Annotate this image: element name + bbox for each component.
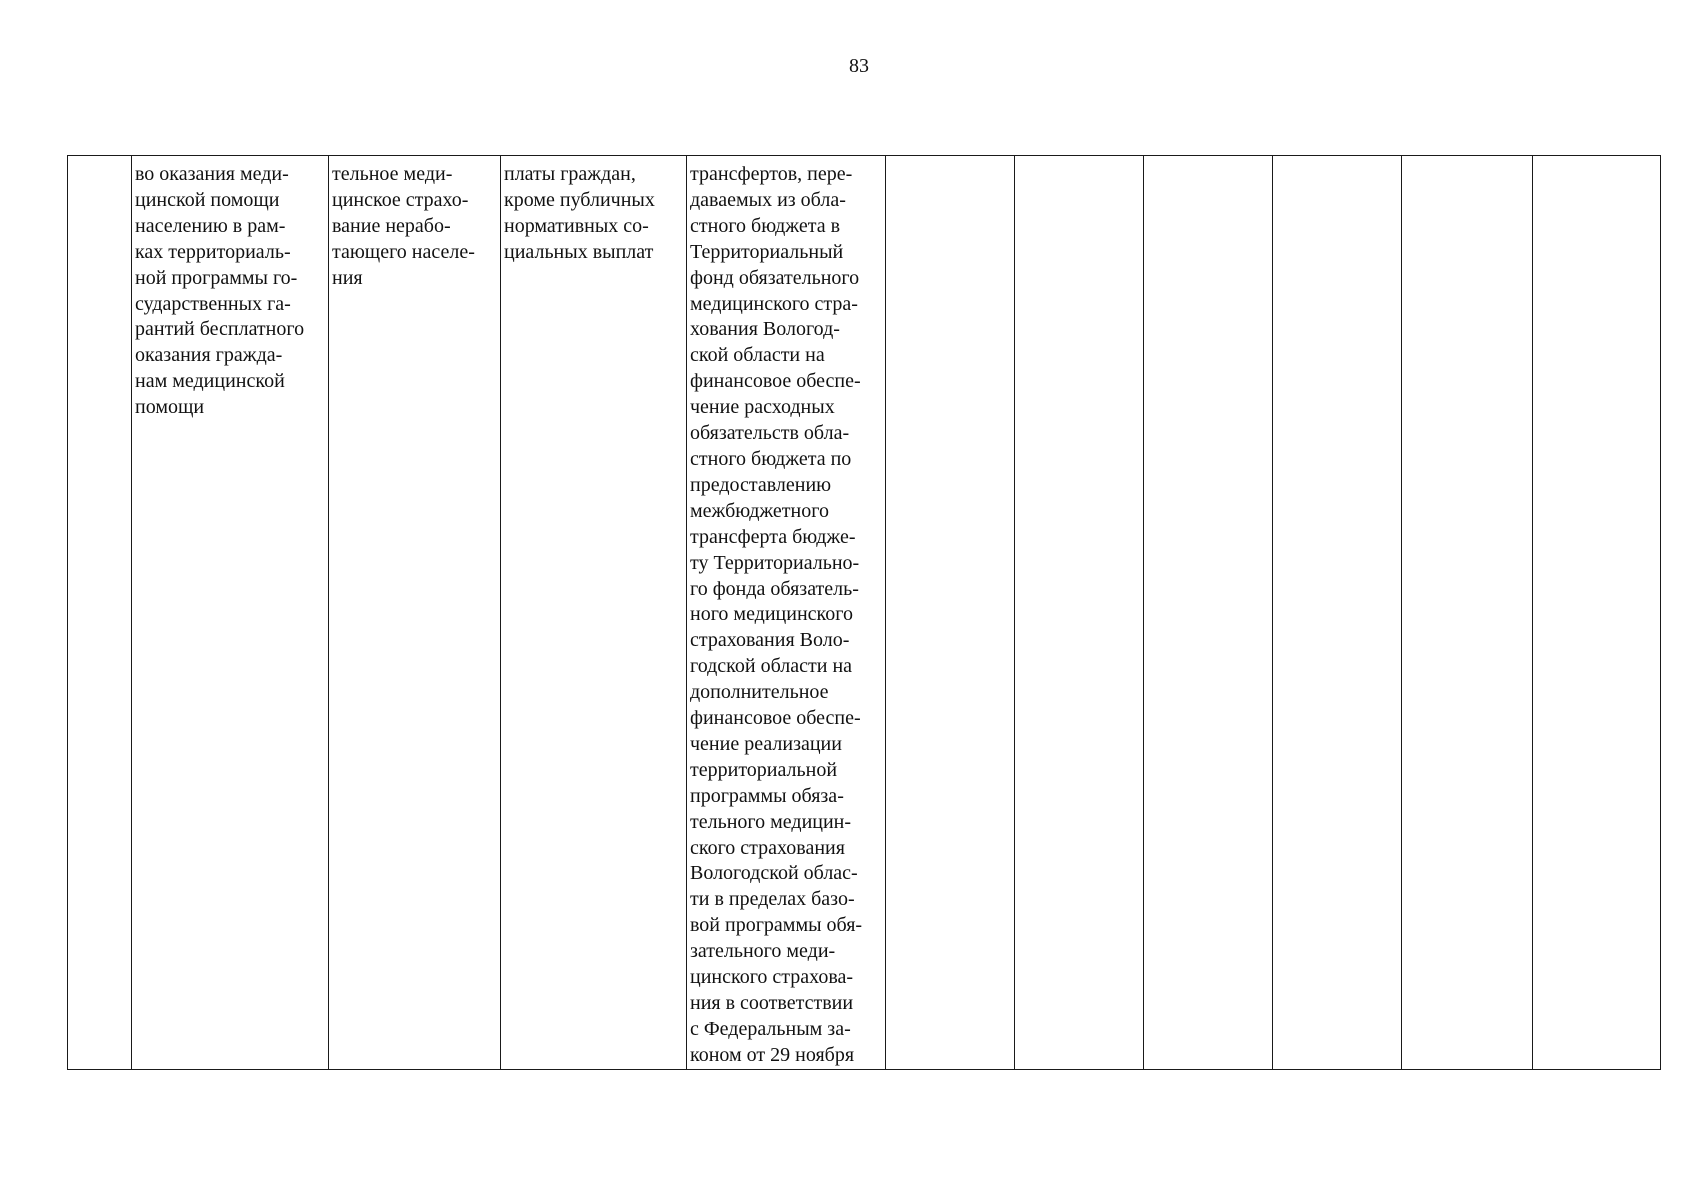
table-cell-empty-1 — [886, 156, 1015, 1070]
table-cell-description: во оказания меди- цинской помощи населению в рам- ках территориаль- ной программы го- сударственных га- рантий бесплатного оказания гражда- нам медицинской помощи — [132, 156, 329, 1070]
table-cell-number — [68, 156, 132, 1070]
data-table — [67, 155, 1661, 1070]
table-cell-transfers: трансфертов, пере- даваемых из обла- стного бюджета в Территориальный фонд обязательного медицинского стра- хования Вологод- ской области на финансовое обеспе- чение расходных обязательств обла- стного бюджета по предоставлению межбюджетного трансферта бюдже- ту Территориально- го фонда обязатель- ного медицинского страхования Воло- годской области на дополнительное финансовое обеспе- чение реализации территориальной программы обяза- тельного медицин- ского страхования Вологодской облас- ти в пределах базо- вой программы обя- зательного меди- цинского страхова- ния в соответствии с Федеральным за- коном от 29 ноября — [687, 156, 886, 1070]
table-row — [68, 156, 1661, 1070]
table-cell-empty-3 — [1144, 156, 1273, 1070]
table-cell-empty-5 — [1402, 156, 1533, 1070]
table-cell-empty-4 — [1273, 156, 1402, 1070]
table-cell-empty-6 — [1533, 156, 1661, 1070]
table-cell-insurance: тельное меди- цинское страхо- вание нерабо- тающего населе- ния — [329, 156, 501, 1070]
page-number: 83 — [849, 55, 869, 77]
table-cell-empty-2 — [1015, 156, 1144, 1070]
table-cell-payments: платы граждан, кроме публичных нормативных со- циальных выплат — [501, 156, 687, 1070]
